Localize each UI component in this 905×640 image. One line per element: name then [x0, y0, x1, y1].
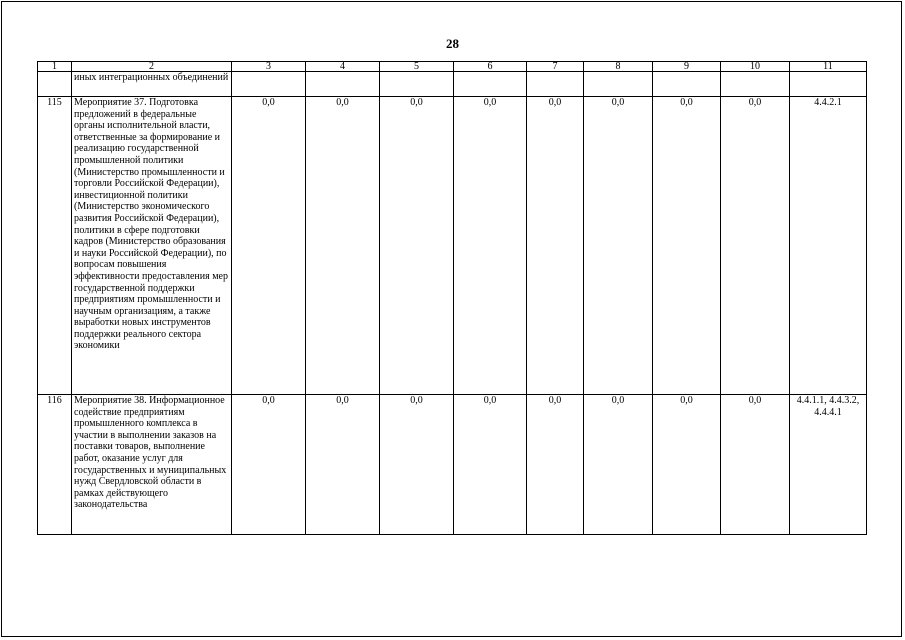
value-cell: [454, 72, 527, 97]
column-header: 7: [527, 62, 584, 72]
code-cell: 4.4.2.1: [790, 97, 867, 395]
code-cell: 4.4.1.1, 4.4.3.2, 4.4.4.1: [790, 395, 867, 535]
data-table: [37, 61, 867, 535]
value-cell: 0,0: [454, 395, 527, 535]
column-header: 4: [306, 62, 380, 72]
column-header: 6: [454, 62, 527, 72]
value-cell: [306, 72, 380, 97]
value-cell: 0,0: [232, 395, 306, 535]
value-cell: 0,0: [380, 395, 454, 535]
value-cell: 0,0: [527, 395, 584, 535]
column-header: 9: [653, 62, 721, 72]
value-cell: [527, 72, 584, 97]
value-cell: [232, 72, 306, 97]
page-number: 28: [446, 36, 459, 51]
column-header: 11: [790, 62, 867, 72]
column-header: 1: [38, 62, 72, 72]
row-number-cell: [38, 72, 72, 97]
column-number-header-row: [38, 62, 867, 72]
column-header: 5: [380, 62, 454, 72]
code-cell: [790, 72, 867, 97]
column-header: 8: [584, 62, 653, 72]
value-cell: [721, 72, 790, 97]
table-row: [38, 395, 867, 535]
value-cell: [653, 72, 721, 97]
row-description: иных интеграционных объединений: [72, 72, 232, 97]
value-cell: 0,0: [653, 97, 721, 395]
row-number: 116: [38, 395, 72, 535]
column-header: 3: [232, 62, 306, 72]
row-number: 115: [38, 97, 72, 395]
row-description: Мероприятие 38. Информационное содействие предприятиям промышленного комплекса в участии в выполнении заказов на поставки товаров, выполнение работ, оказание услуг для государственных и муниципальных нужд Свердловской области в рамках действующего законодательства: [72, 395, 232, 535]
value-cell: 0,0: [306, 395, 380, 535]
value-cell: [584, 72, 653, 97]
value-cell: 0,0: [232, 97, 306, 395]
column-header: 2: [72, 62, 232, 72]
row-description: Мероприятие 37. Подготовка предложений в федеральные органы исполнительной власти, ответственные за формирование и реализацию государственной промышленной политики (Министерство промышленности и торговли Российской Федерации), инвестиционной политики (Министерство экономического развития Российской Федерации), политики в сфере подготовки кадров (Министерство образования и науки Российской Федерации), по вопросам повышения эффективности предоставления мер государственной поддержки предприятиям промышленности и научным организациям, а также выработки новых инструментов поддержки реального сектора экономики: [72, 97, 232, 395]
value-cell: 0,0: [527, 97, 584, 395]
value-cell: [380, 72, 454, 97]
table-row-continuation: [38, 72, 867, 97]
table-row: [38, 97, 867, 395]
value-cell: 0,0: [380, 97, 454, 395]
value-cell: 0,0: [454, 97, 527, 395]
value-cell: 0,0: [653, 395, 721, 535]
value-cell: 0,0: [584, 97, 653, 395]
value-cell: 0,0: [584, 395, 653, 535]
value-cell: 0,0: [721, 395, 790, 535]
value-cell: 0,0: [306, 97, 380, 395]
value-cell: 0,0: [721, 97, 790, 395]
column-header: 10: [721, 62, 790, 72]
